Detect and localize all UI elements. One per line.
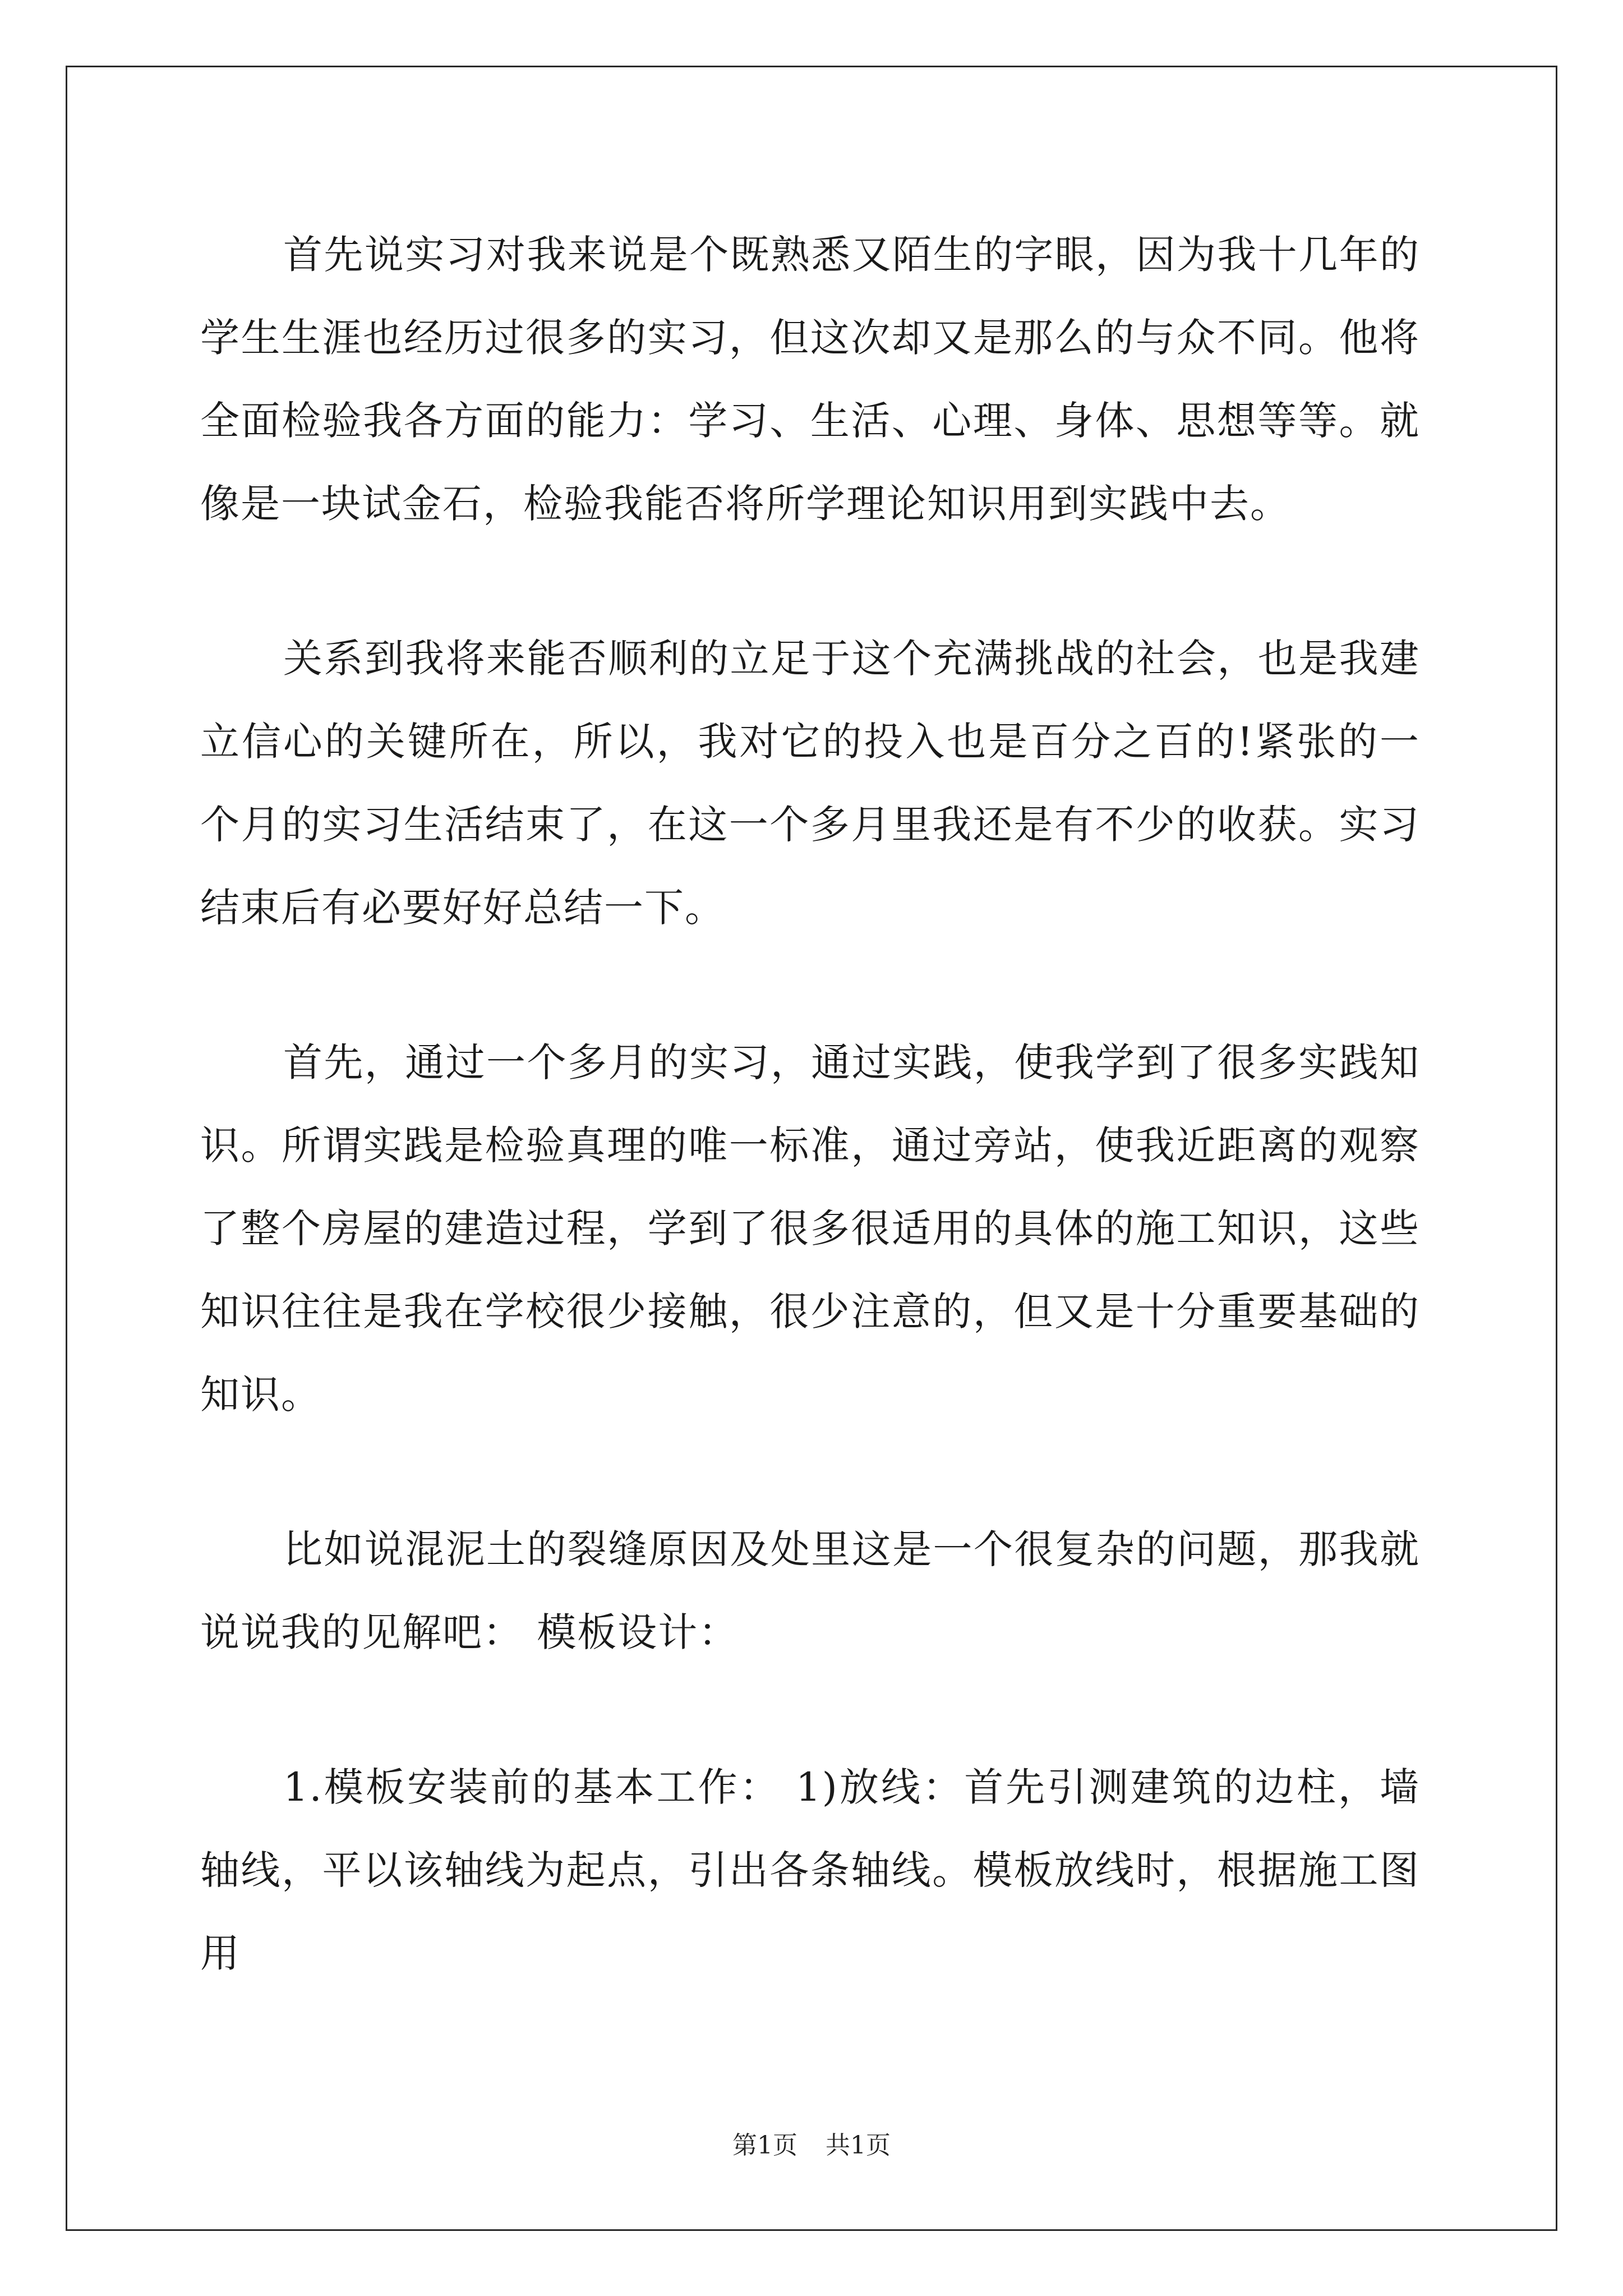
document-body (200, 213, 1420, 2067)
page-footer (0, 2129, 1623, 2162)
page-total: 共1页 (826, 2131, 891, 2160)
paragraph-1: 首先说实习对我来说是个既熟悉又陌生的字眼，因为我十几年的学生生涯也经历过很多的实习，但这次却又是那么的与众不同。他将全面检验我各方面的能力：学习、生活、心理、身体、思想等等。就像是一块试金石，检验我能否将所学理论知识用到实践中去。 (200, 232, 1420, 527)
page-number: 第1页 (732, 2131, 797, 2160)
paragraph-5: 1.模板安装前的基本工作： 1)放线：首先引测建筑的边柱，墙轴线，平以该轴线为起点，引出各条轴线。模板放线时，根据施工图用 (200, 1764, 1420, 1976)
paragraph-4: 比如说混泥土的裂缝原因及处里这是一个很复杂的问题，那我就说说我的见解吧： 模板设计： (200, 1526, 1420, 1655)
paragraph-3: 首先，通过一个多月的实习，通过实践，使我学到了很多实践知识。所谓实践是检验真理的唯一标准，通过旁站，使我近距离的观察了整个房屋的建造过程，学到了很多很适用的具体的施工知识，这些知识往往是我在学校很少接触，很少注意的，但又是十分重要基础的知识。 (200, 1039, 1420, 1418)
paragraph-2: 关系到我将来能否顺利的立足于这个充满挑战的社会，也是我建立信心的关键所在，所以，我对它的投入也是百分之百的!紧张的一个月的实习生活结束了，在这一个多月里我还是有不少的收获。实习结束后有必要好好总结一下。 (200, 636, 1420, 931)
